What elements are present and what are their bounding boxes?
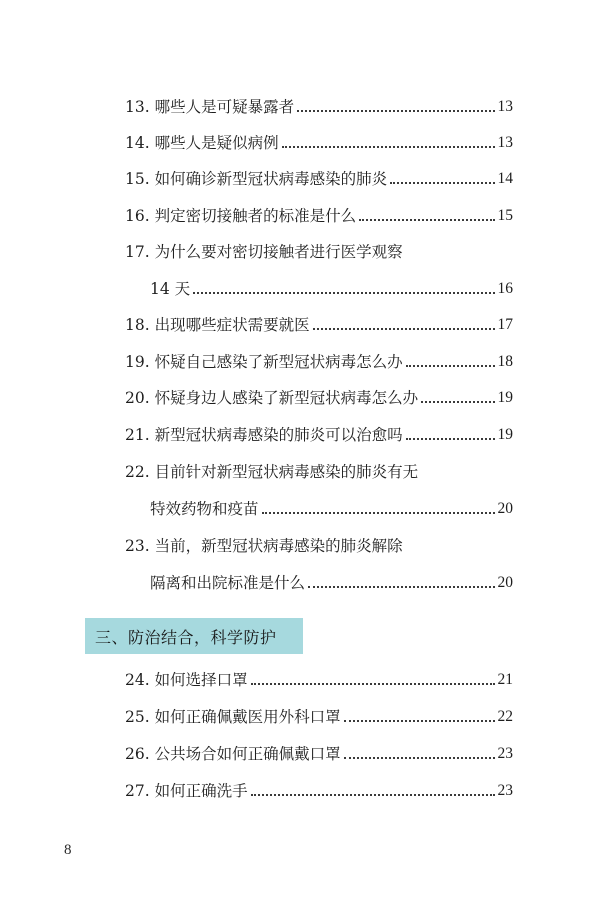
toc-entry-page: 21 (497, 671, 513, 688)
dot-leader (251, 794, 495, 796)
toc-entry-label: 21. 新型冠状病毒感染的肺炎可以治愈吗 (125, 426, 403, 444)
toc-entry-16[interactable] (125, 202, 513, 226)
toc-entry-label: 特效药物和疫苗 (150, 500, 259, 518)
toc-entry-13[interactable] (125, 93, 513, 117)
toc-entry-24[interactable] (125, 666, 513, 690)
toc-entry-page: 18 (497, 353, 513, 370)
dot-leader (282, 146, 495, 148)
toc-entry-label: 13. 哪些人是可疑暴露者 (125, 98, 295, 116)
toc-entry-label: 隔离和出院标准是什么 (150, 574, 306, 592)
toc-entry-page: 19 (497, 389, 513, 406)
toc-entry-22-continued[interactable] (150, 495, 513, 519)
toc-entry-label: 14 天 (150, 280, 191, 298)
toc-entry-page: 20 (497, 574, 513, 591)
section-header[interactable] (85, 618, 303, 654)
page-number: 8 (64, 842, 72, 858)
dot-leader (390, 182, 494, 184)
toc-entry-26[interactable] (125, 740, 513, 764)
toc-entry-25[interactable] (125, 703, 513, 727)
toc-entry-17[interactable] (125, 238, 403, 262)
toc-entry-label: 18. 出现哪些症状需要就医 (125, 316, 310, 334)
toc-entry-label: 14. 哪些人是疑似病例 (125, 134, 279, 152)
toc-entry-20[interactable] (125, 384, 513, 408)
toc-entry-17-continued[interactable] (150, 275, 513, 299)
dot-leader (344, 757, 495, 759)
toc-entry-label: 19. 怀疑自己感染了新型冠状病毒怎么办 (125, 353, 403, 371)
toc-entry-label: 25. 如何正确佩戴医用外科口罩 (125, 708, 341, 726)
toc-entry-19[interactable] (125, 348, 513, 372)
toc-entry-label: 16. 判定密切接触者的标准是什么 (125, 207, 357, 225)
toc-entry-page: 15 (497, 207, 513, 224)
dot-leader (406, 438, 495, 440)
dot-leader (344, 720, 495, 722)
toc-entry-label: 20. 怀疑身边人感染了新型冠状病毒怎么办 (125, 389, 419, 407)
toc-entry-22[interactable] (125, 458, 418, 482)
toc-entry-page: 23 (497, 782, 513, 799)
dot-leader (297, 110, 494, 112)
toc-entry-page: 22 (497, 708, 513, 725)
toc-entry-label: 15. 如何确诊新型冠状病毒感染的肺炎 (125, 170, 388, 188)
toc-entry-label: 17. 为什么要对密切接触者进行医学观察 (125, 243, 403, 261)
toc-entry-page: 13 (497, 98, 513, 115)
toc-entry-14[interactable] (125, 129, 513, 153)
toc-entry-23-continued[interactable] (150, 569, 513, 593)
toc-entry-page: 16 (497, 280, 513, 297)
toc-entry-page: 19 (497, 426, 513, 443)
dot-leader (193, 292, 494, 294)
dot-leader (308, 586, 494, 588)
dot-leader (262, 512, 495, 514)
toc-entry-27[interactable] (125, 777, 513, 801)
dot-leader (421, 401, 494, 403)
toc-entry-label: 26. 公共场合如何正确佩戴口罩 (125, 745, 341, 763)
toc-entry-label: 27. 如何正确洗手 (125, 782, 248, 800)
toc-entry-label: 23. 当前，新型冠状病毒感染的肺炎解除 (125, 537, 403, 555)
toc-entry-15[interactable] (125, 165, 513, 189)
dot-leader (313, 328, 495, 330)
toc-entry-page: 17 (497, 316, 513, 333)
toc-entry-label: 24. 如何选择口罩 (125, 671, 248, 689)
toc-entry-18[interactable] (125, 311, 513, 335)
toc-entry-page: 13 (497, 134, 513, 151)
toc-entry-page: 23 (497, 745, 513, 762)
section-title: 三、防治结合，科学防护 (95, 627, 277, 647)
dot-leader (406, 365, 495, 367)
toc-entry-21[interactable] (125, 421, 513, 445)
toc-entry-page: 14 (497, 170, 513, 187)
toc-entry-label: 22. 目前针对新型冠状病毒感染的肺炎有无 (125, 463, 419, 481)
dot-leader (251, 683, 495, 685)
dot-leader (359, 219, 494, 221)
toc-entry-23[interactable] (125, 532, 403, 556)
toc-entry-page: 20 (497, 500, 513, 517)
